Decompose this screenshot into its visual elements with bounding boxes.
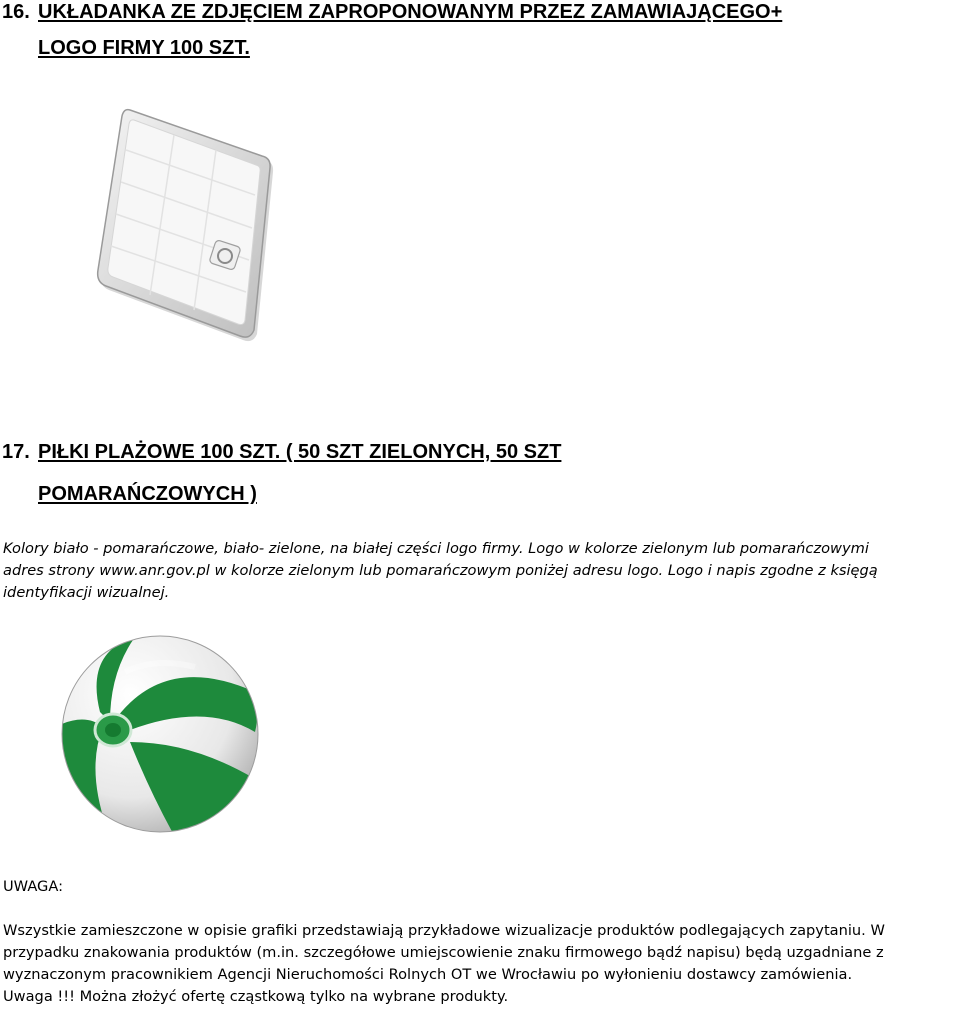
beach-ball-image	[55, 632, 265, 837]
notice-line2: przypadku znakowania produktów (m.in. szczegółowe umiejscowienie znaku firmowego bądź napisu) będą uzgadniane z	[3, 944, 884, 961]
item-17-desc-line2: adres strony www.anr.gov.pl w kolorze zielonym lub pomarańczowym poniżej adresu logo. Logo i napis zgodne z księgą	[3, 562, 878, 579]
item-17-description	[3, 538, 958, 604]
item-17-title-line2: POMARAŃCZOWYCH )	[38, 483, 257, 505]
item-17-heading	[2, 440, 561, 464]
notice-line1: Wszystkie zamieszczone w opisie grafiki przedstawiają przykładowe wizualizacje produktów podlegających zapytaniu. W	[3, 922, 885, 939]
item-17-title-line1: PIŁKI PLAŻOWE 100 SZT. ( 50 SZT ZIELONYCH, 50 SZT	[38, 441, 562, 463]
item-16-title-line1: UKŁADANKA ZE ZDJĘCIEM ZAPROPONOWANYM PRZEZ ZAMAWIAJĄCEGO+	[38, 1, 783, 23]
notice-body	[3, 920, 958, 1008]
puzzle-tile-image	[90, 100, 275, 345]
notice-label: UWAGA:	[3, 878, 63, 895]
ball-valve	[95, 714, 131, 746]
item-17-desc-line3: identyfikacji wizualnej.	[3, 584, 170, 601]
item-16-heading	[2, 0, 782, 24]
item-17-number: 17.	[2, 441, 30, 463]
item-16-title-line2: LOGO FIRMY 100 SZT.	[38, 37, 250, 59]
item-16-number: 16.	[2, 1, 30, 23]
notice-line4: Uwaga !!! Można złożyć ofertę cząstkową tylko na wybrane produkty.	[3, 988, 509, 1005]
notice-line3: wyznaczonym pracownikiem Agencji Nieruchomości Rolnych OT we Wrocławiu po wyłonieniu dostawcy zamówienia.	[3, 966, 853, 983]
item-17-desc-line1: Kolory biało - pomarańczowe, biało- zielone, na białej części logo firmy. Logo w kolorze zielonym lub pomarańczowymi	[3, 540, 869, 557]
puzzle-frame	[98, 110, 273, 342]
